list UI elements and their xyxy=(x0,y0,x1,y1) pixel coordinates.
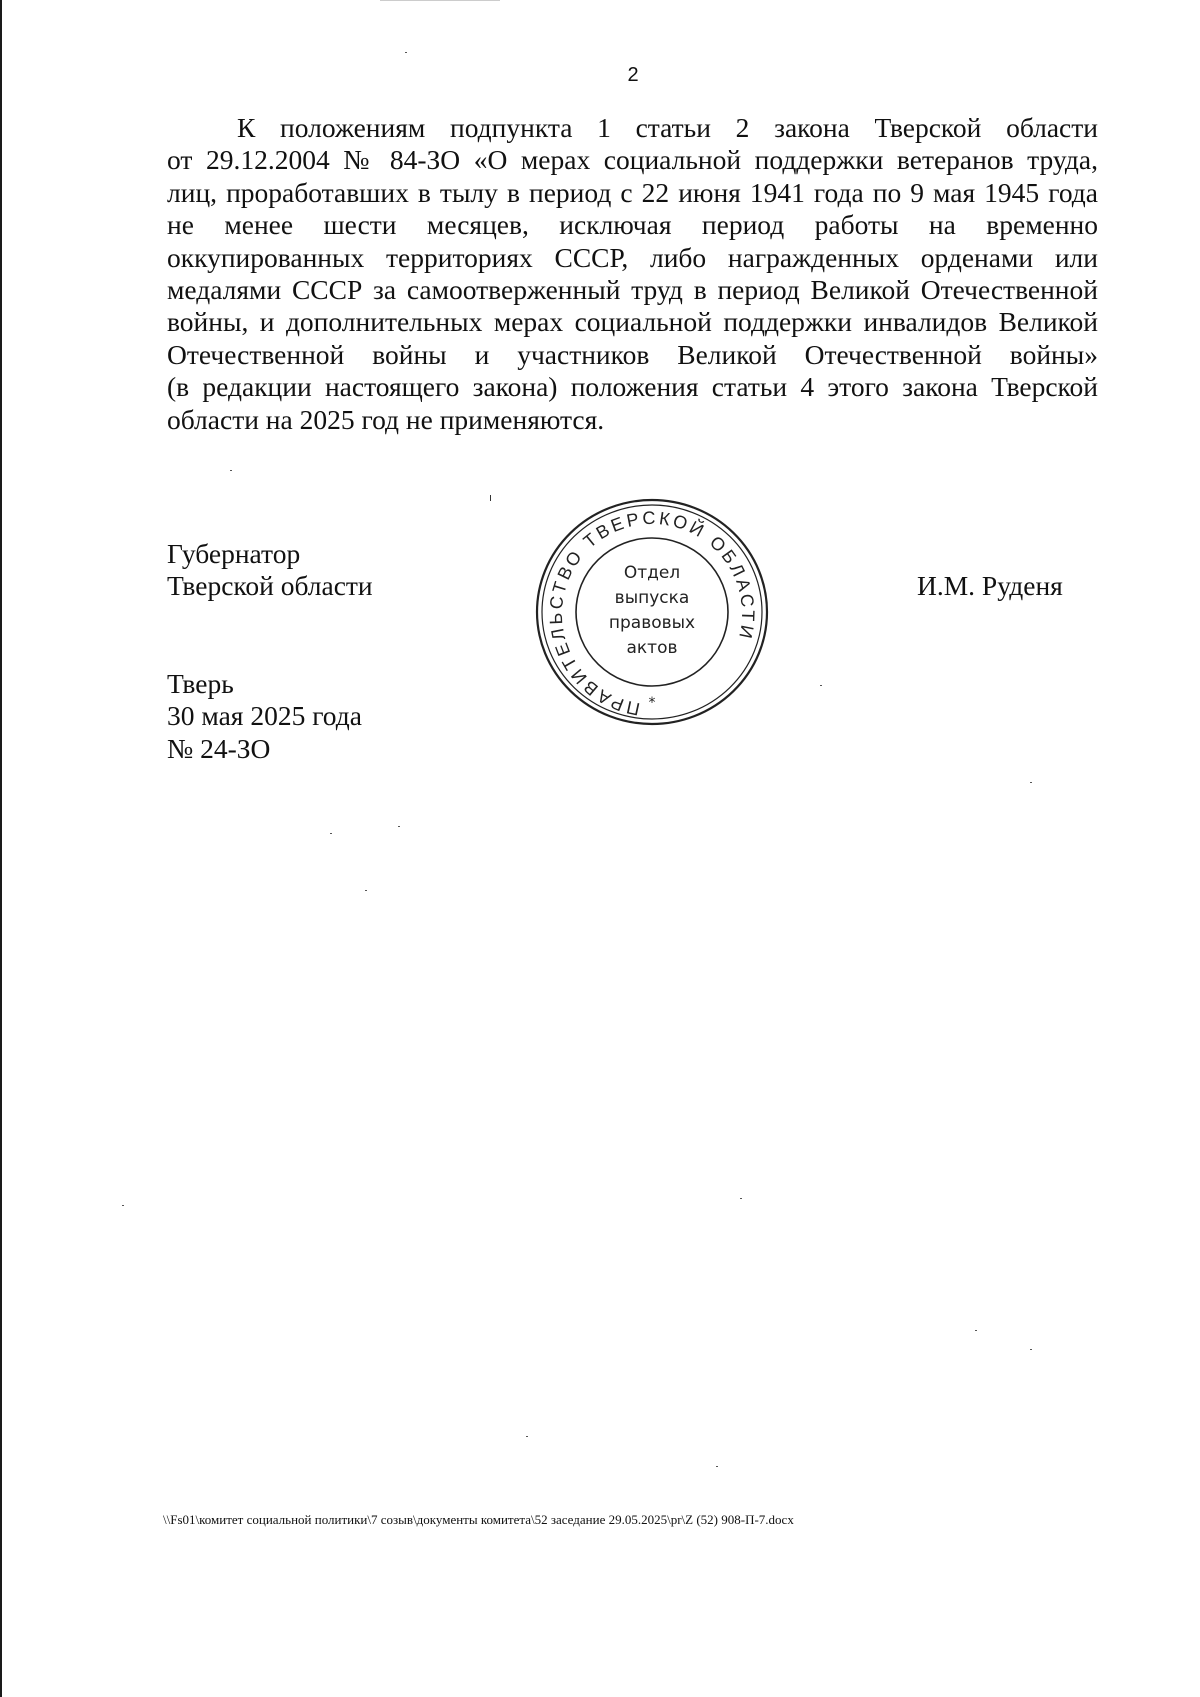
scan-speck xyxy=(1030,1349,1032,1350)
body-line: не менее шести месяцев, исключая период работы на временно xyxy=(167,209,1098,241)
scan-edge-left xyxy=(0,0,2,1697)
stamp-center-line4: актов xyxy=(626,638,678,658)
scan-speck xyxy=(398,826,400,827)
body-line: (в редакции настоящего закона) положения статьи 4 этого закона Тверской xyxy=(167,371,1098,403)
scan-speck xyxy=(716,1466,718,1467)
body-line: медалями СССР за самоотверженный труд в период Великой Отечественной xyxy=(167,274,1098,306)
body-line: лиц, проработавших в тылу в период с 22 июня 1941 года по 9 мая 1945 года xyxy=(167,176,1098,208)
stamp-center-line1: Отдел xyxy=(623,563,681,583)
scan-edge-top xyxy=(380,0,500,1)
body-line: Отечественной войны и участников Великой Отечественной войны» xyxy=(167,338,1098,370)
body-line: оккупированных территориях СССР, либо награжденных орденами или xyxy=(167,241,1098,273)
scan-speck xyxy=(1030,782,1032,783)
stamp-center-line2: выпуска xyxy=(614,588,690,608)
signatory-name: И.М. Руденя xyxy=(917,570,1063,601)
scan-speck xyxy=(230,470,232,471)
signatory-title xyxy=(167,538,373,603)
signatory-title-line1: Губернатор xyxy=(167,538,301,569)
date: 30 мая 2025 года xyxy=(167,700,362,732)
scan-speck xyxy=(405,52,407,53)
stamp-outer-ring xyxy=(537,500,767,724)
body-line: войны, и дополнительных мерах социальной поддержки инвалидов Великой xyxy=(167,306,1098,338)
city: Тверь xyxy=(167,668,234,699)
scan-speck xyxy=(365,890,367,891)
stamp-ring-text: ПРАВИТЕЛЬСТВО ТВЕРСКОЙ ОБЛАСТИ xyxy=(545,507,759,720)
signatory-title-line2: Тверской области xyxy=(167,570,373,602)
official-stamp xyxy=(532,494,772,730)
stamp-star: * xyxy=(648,695,656,711)
scan-speck xyxy=(490,495,491,501)
body-paragraph xyxy=(167,112,1098,436)
page-number: 2 xyxy=(627,64,639,86)
scan-speck xyxy=(975,1330,977,1331)
file-path-footer: \\Fs01\комитет социальной политики\7 созыв\документы комитета\52 заседание 29.05.2025\pr\Z (52) 908-П-7.docx xyxy=(163,1512,794,1527)
place-date-number xyxy=(167,668,362,765)
scan-speck xyxy=(740,1198,742,1199)
scan-speck xyxy=(330,833,332,834)
scan-speck xyxy=(526,1436,528,1437)
stamp-inner-ring xyxy=(576,538,728,686)
law-number: № 24-ЗО xyxy=(167,732,271,764)
body-line: области на 2025 год не применяются. xyxy=(167,403,605,435)
scan-speck xyxy=(820,685,822,686)
body-line: К положениям подпункта 1 статьи 2 закона Тверской области xyxy=(237,112,1098,143)
body-line: от 29.12.2004 № 84-ЗО «О мерах социальной поддержки ветеранов труда, xyxy=(167,144,1098,176)
scan-speck xyxy=(122,1205,124,1206)
stamp-center-line3: правовых xyxy=(608,613,696,633)
